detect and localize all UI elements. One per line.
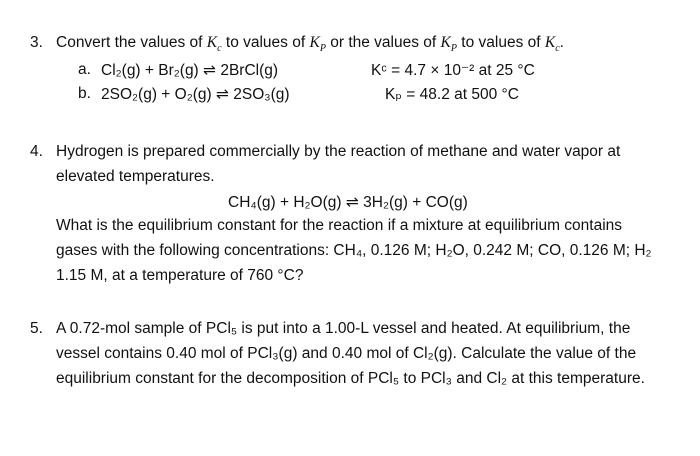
q3a-equation: Cl₂(g) + Br₂(g) ⇌ 2BrCl(g)	[101, 62, 279, 79]
q5-number: 5.	[30, 320, 43, 337]
q4-line5: 1.15 M, at a temperature of 760 °C?	[56, 267, 304, 284]
q3a-constant: Kᶜ = 4.7 × 10⁻² at 25 °C	[371, 62, 535, 79]
q4-line4: gases with the following concentrations: CH₄, 0.126 M; H₂O, 0.242 M; CO, 0.126 M; H₂	[56, 242, 652, 259]
kp-symbol: K	[309, 34, 320, 51]
kp-subscript-2: P	[450, 43, 457, 55]
kp-symbol-2: K	[440, 34, 451, 51]
q3-text-b: to values of	[221, 34, 310, 51]
q3-text-a: Convert the values of	[56, 34, 207, 51]
kc-symbol: K	[206, 34, 218, 51]
q4-line3: What is the equilibrium constant for the reaction if a mixture at equilibrium contains	[56, 217, 623, 234]
q4-number: 4.	[30, 143, 43, 160]
q3-number: 3.	[30, 34, 43, 51]
q3-period: .	[559, 34, 564, 51]
q3a-label: a.	[78, 61, 91, 78]
kp-subscript: P	[319, 43, 326, 55]
q5-line2: vessel contains 0.40 mol of PCl₃(g) and 0.40 mol of Cl₂(g). Calculate the value of the	[56, 345, 637, 362]
q4-line1: Hydrogen is prepared commercially by the reaction of methane and water vapor at	[56, 143, 621, 160]
kc-subscript-2: c	[555, 43, 560, 55]
q3b-equation: 2SO₂(g) + O₂(g) ⇌ 2SO₃(g)	[101, 86, 290, 103]
q4-equation: CH₄(g) + H₂O(g) ⇌ 3H₂(g) + CO(g)	[228, 194, 468, 211]
kc-symbol-2: K	[544, 34, 556, 51]
q5-line1: A 0.72-mol sample of PCl₅ is put into a 1.00-L vessel and heated. At equilibrium, the	[56, 320, 631, 337]
q3-text-d: to values of	[456, 34, 545, 51]
q3-text-c: or the values of	[325, 34, 441, 51]
kc-subscript: c	[217, 43, 222, 55]
q3b-constant: Kₚ = 48.2 at 500 °C	[385, 86, 519, 103]
q4-line2: elevated temperatures.	[56, 168, 215, 185]
q3b-label: b.	[78, 85, 91, 102]
q3-line1	[56, 34, 564, 55]
q5-line3: equilibrium constant for the decomposition of PCl₅ to PCl₃ and Cl₂ at this temperature.	[56, 370, 645, 387]
